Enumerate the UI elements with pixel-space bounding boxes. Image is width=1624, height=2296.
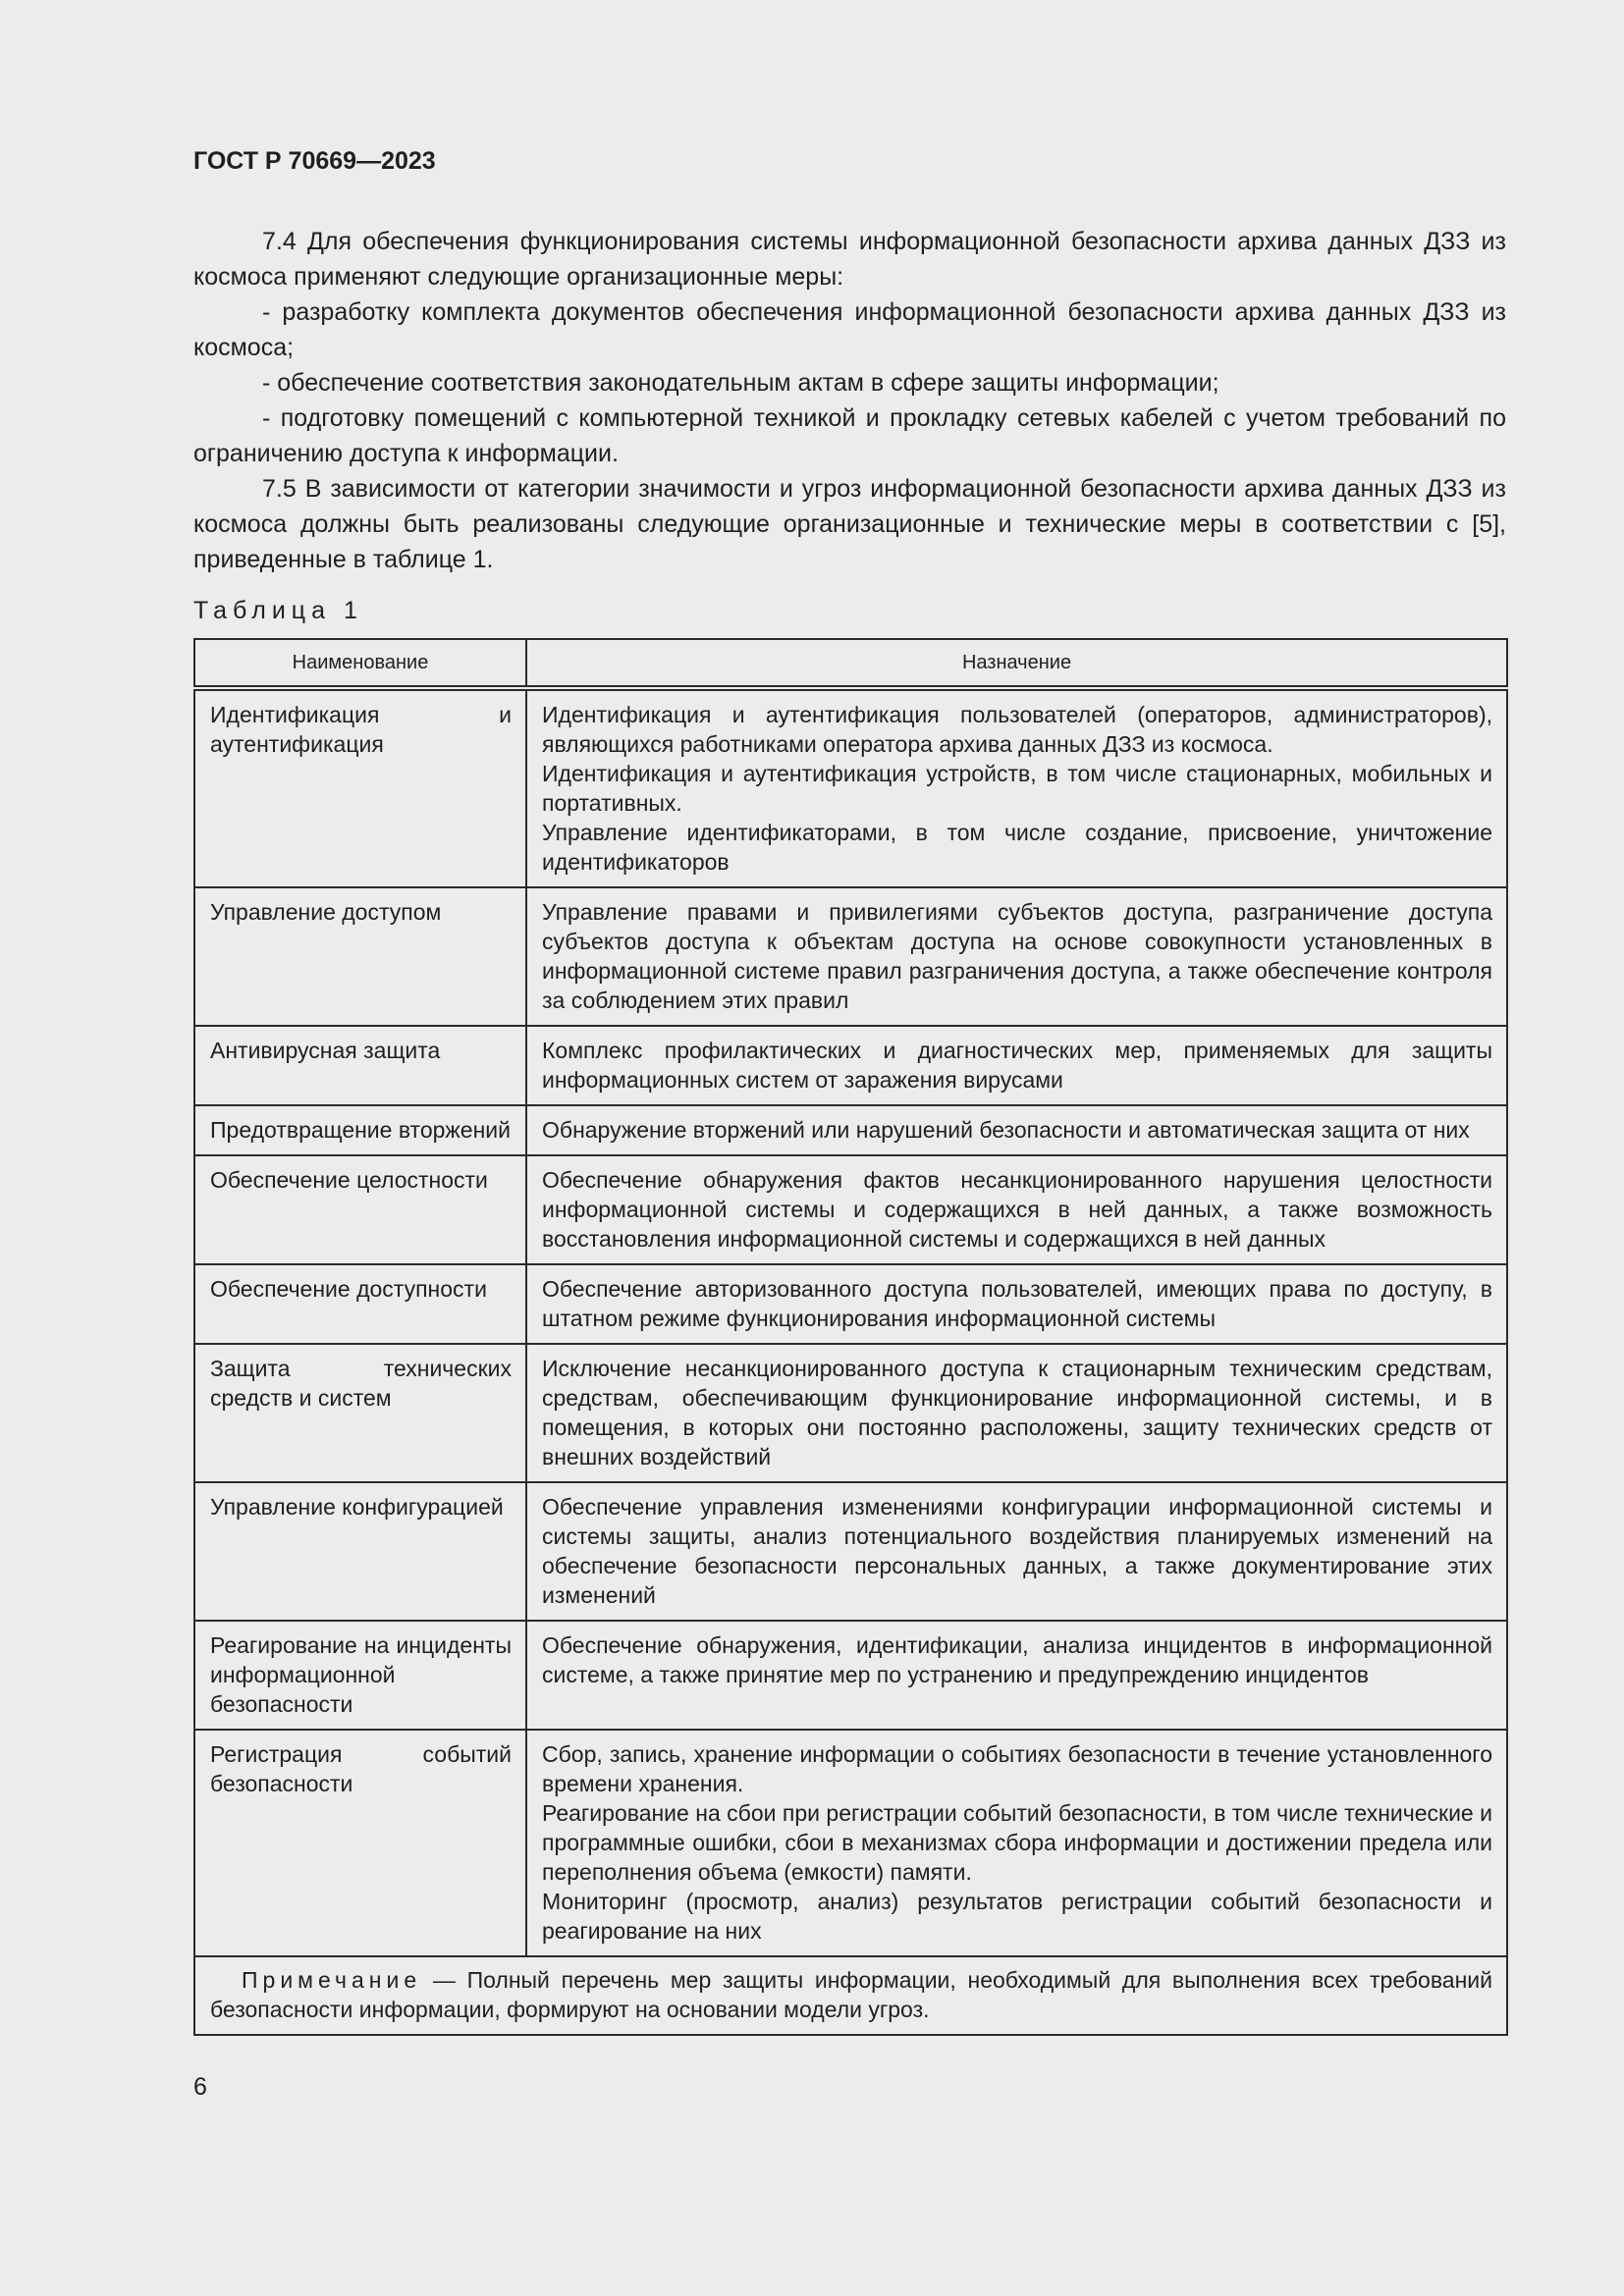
measure-purpose-cell	[526, 1482, 1507, 1621]
measure-name-cell: Идентификация и аутентификация	[194, 688, 526, 887]
document-code-header: ГОСТ Р 70669—2023	[193, 147, 436, 175]
measure-name-cell: Защита технических средств и систем	[194, 1344, 526, 1482]
purpose-line: Комплекс профилактических и диагностических мер, применяемых для защиты информационных систем от заражения вирусами	[542, 1038, 1492, 1093]
measure-name-cell: Управление доступом	[194, 887, 526, 1026]
purpose-line: Идентификация и аутентификация устройств, в том числе стационарных, мобильных и портативных.	[542, 761, 1492, 816]
table-row	[194, 1482, 1507, 1621]
table-row	[194, 688, 1507, 887]
table-row	[194, 1105, 1507, 1155]
note-label: Примечание	[242, 1967, 422, 1993]
table-note	[194, 1956, 1507, 2035]
measure-purpose-cell	[526, 1730, 1507, 1956]
purpose-line: Реагирование на сбои при регистрации событий безопасности, в том числе технические и программные ошибки, сбои в механизмах сбора информации и достижении предела или переполнения объема (емкости) памяти.	[542, 1800, 1492, 1885]
measure-purpose-cell	[526, 1026, 1507, 1105]
measure-purpose-cell	[526, 1264, 1507, 1344]
purpose-line: Управление правами и привилегиями субъектов доступа, разграничение доступа субъектов доступа к объектам доступа на основе совокупности установленных в информационной системе правил разграничения доступа, а также обеспечение контроля за соблюдением этих правил	[542, 899, 1492, 1013]
purpose-line: Идентификация и аутентификация пользователей (операторов, администраторов), являющихся работниками оператора архива данных ДЗЗ из космоса.	[542, 702, 1492, 757]
purpose-line: Обеспечение управления изменениями конфигурации информационной системы и системы защиты, анализ потенциального воздействия планируемых изменений на обеспечение безопасности персональных данных, а также документирование этих изменений	[542, 1494, 1492, 1608]
paragraph-7-4: 7.4 Для обеспечения функционирования системы информационной безопасности архива данных ДЗЗ из космоса применяют следующие организационные меры:	[193, 228, 1506, 291]
measures-table-container	[193, 638, 1508, 2036]
list-item-premises: - подготовку помещений с компьютерной техникой и прокладку сетевых кабелей с учетом требований по ограничению доступа к информации.	[193, 404, 1506, 467]
measure-purpose-cell	[526, 1344, 1507, 1482]
measure-purpose-cell	[526, 1621, 1507, 1730]
measure-name-cell: Обеспечение доступности	[194, 1264, 526, 1344]
table-row	[194, 1155, 1507, 1264]
table-row	[194, 1264, 1507, 1344]
measure-name-cell: Управление конфигурацией	[194, 1482, 526, 1621]
paragraph-7-5: 7.5 В зависимости от категории значимости и угроз информационной безопасности архива данных ДЗЗ из космоса должны быть реализованы следующие организационные и технические меры в соответствии с [5], приведенные в таблице 1.	[193, 475, 1506, 573]
table-row	[194, 1621, 1507, 1730]
table-row	[194, 1344, 1507, 1482]
purpose-line: Обеспечение обнаружения, идентификации, анализа инцидентов в информационной системе, а также принятие мер по устранению и предупреждению инцидентов	[542, 1632, 1492, 1687]
list-item-documents: - разработку комплекта документов обеспечения информационной безопасности архива данных ДЗЗ из космоса;	[193, 298, 1506, 361]
column-header-name: Наименование	[194, 639, 526, 688]
purpose-line: Сбор, запись, хранение информации о событиях безопасности в течение установленного времени хранения.	[542, 1741, 1492, 1796]
measure-name-cell: Регистрация событий безопасности	[194, 1730, 526, 1956]
table-caption: Таблица 1	[193, 597, 363, 624]
note-text: — Полный перечень мер защиты информации, необходимый для выполнения всех требований безопасности информации, формируют на основании модели угроз.	[210, 1967, 1492, 2022]
measure-name-cell: Обеспечение целостности	[194, 1155, 526, 1264]
measures-table	[193, 638, 1508, 2036]
purpose-line: Исключение несанкционированного доступа к стационарным техническим средствам, средствам, обеспечивающим функционирование информационной системы, и в помещения, в которых они постоянно расположены, защиту технических средств от внешних воздействий	[542, 1356, 1492, 1469]
purpose-line: Обнаружение вторжений или нарушений безопасности и автоматическая защита от них	[542, 1117, 1470, 1143]
page-number: 6	[193, 2073, 207, 2101]
purpose-line: Мониторинг (просмотр, анализ) результатов регистрации событий безопасности и реагирование на них	[542, 1889, 1492, 1944]
body-text	[193, 224, 1506, 577]
measure-purpose-cell	[526, 1105, 1507, 1155]
measure-purpose-cell	[526, 1155, 1507, 1264]
table-note-row	[194, 1956, 1507, 2035]
purpose-line: Обеспечение обнаружения фактов несанкционированного нарушения целостности информационной системы и содержащихся в ней данных, а также возможность восстановления информационной системы и содержащихся в ней данных	[542, 1167, 1492, 1252]
table-header-row	[194, 639, 1507, 688]
measure-purpose-cell	[526, 688, 1507, 887]
purpose-line: Управление идентификаторами, в том числе создание, присвоение, уничтожение идентификаторов	[542, 820, 1492, 875]
list-item-compliance: - обеспечение соответствия законодательным актам в сфере защиты информации;	[262, 369, 1219, 397]
measure-name-cell: Антивирусная защита	[194, 1026, 526, 1105]
measure-name-cell: Предотвращение вторжений	[194, 1105, 526, 1155]
measure-purpose-cell	[526, 887, 1507, 1026]
column-header-purpose: Назначение	[526, 639, 1507, 688]
table-row	[194, 887, 1507, 1026]
table-row	[194, 1730, 1507, 1956]
measure-name-cell: Реагирование на инциденты информационной безопасности	[194, 1621, 526, 1730]
purpose-line: Обеспечение авторизованного доступа пользователей, имеющих права по доступу, в штатном режиме функционирования информационной системы	[542, 1276, 1492, 1331]
table-row	[194, 1026, 1507, 1105]
